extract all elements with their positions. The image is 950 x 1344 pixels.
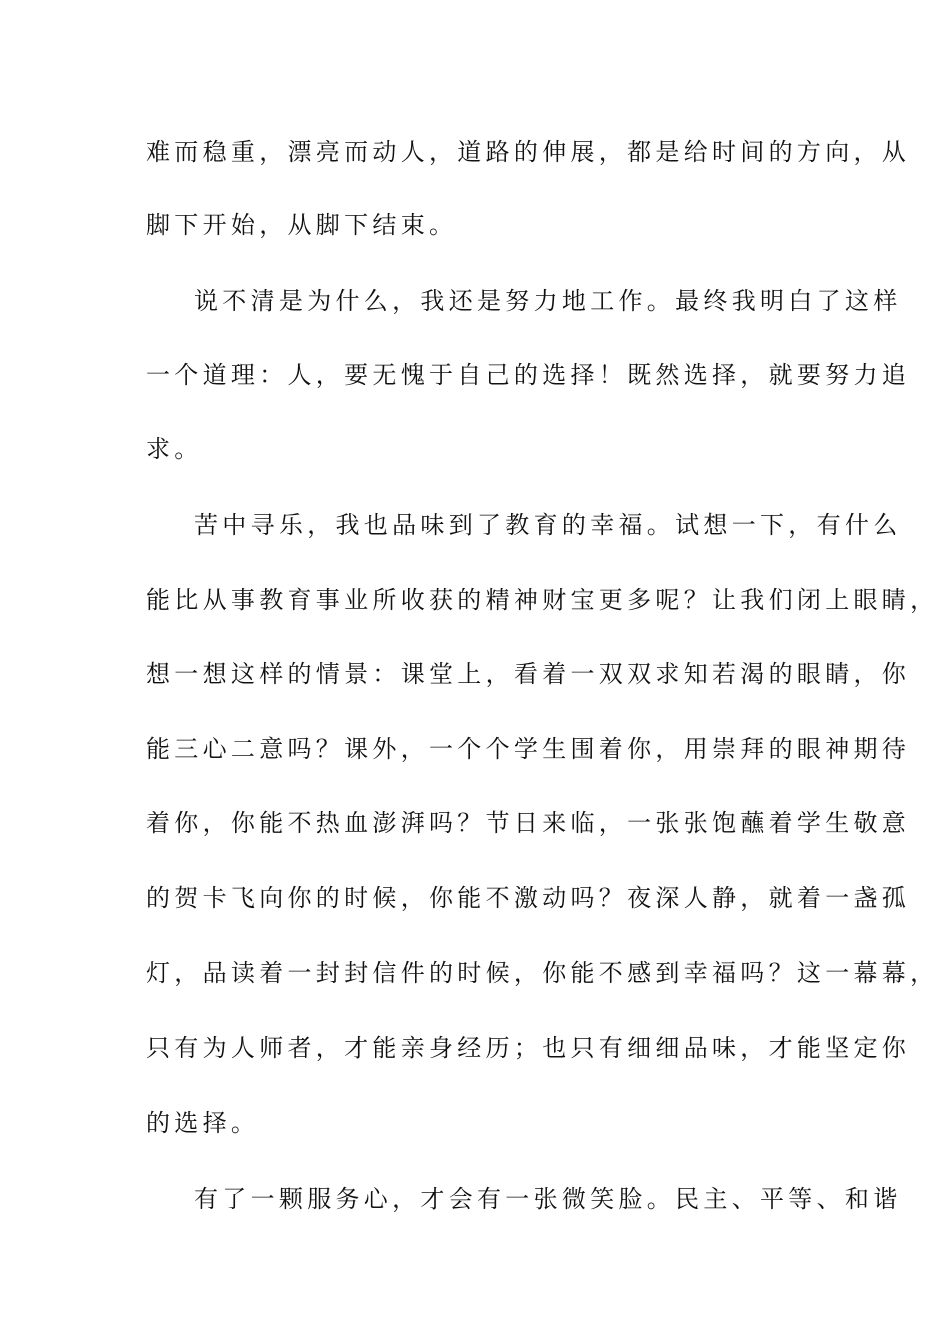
paragraph-start-line: 苦中寻乐，我也品味到了教育的幸福。试想一下，有什么 [194, 511, 902, 539]
text-line: 的贺卡飞向你的时候，你能不激动吗？夜深人静，就着一盏孤 [146, 884, 911, 912]
text-line: 脚下开始，从脚下结束。 [146, 211, 458, 239]
paragraph-start-line: 有了一颗服务心，才会有一张微笑脸。民主、平等、和谐 [194, 1185, 902, 1213]
paragraph-start-line: 说不清是为什么，我还是努力地工作。最终我明白了这样 [194, 287, 902, 315]
text-line: 能比从事教育事业所收获的精神财宝更多呢？让我们闭上眼睛， [146, 586, 939, 614]
text-line: 只有为人师者，才能亲身经历；也只有细细品味，才能坚定你 [146, 1034, 911, 1062]
text-line: 求。 [146, 435, 203, 463]
text-line: 难而稳重，漂亮而动人，道路的伸展，都是给时间的方向，从 [146, 138, 911, 166]
text-line: 着你，你能不热血澎湃吗？节日来临，一张张饱蘸着学生敬意 [146, 809, 911, 837]
text-line: 能三心二意吗？课外，一个个学生围着你，用崇拜的眼神期待 [146, 735, 911, 763]
text-line: 灯，品读着一封封信件的时候，你能不感到幸福吗？这一幕幕， [146, 959, 939, 987]
text-line: 的选择。 [146, 1109, 260, 1137]
text-line: 一个道理：人，要无愧于自己的选择！既然选择，就要努力追 [146, 361, 911, 389]
text-line: 想一想这样的情景：课堂上，看着一双双求知若渴的眼睛，你 [146, 660, 911, 688]
